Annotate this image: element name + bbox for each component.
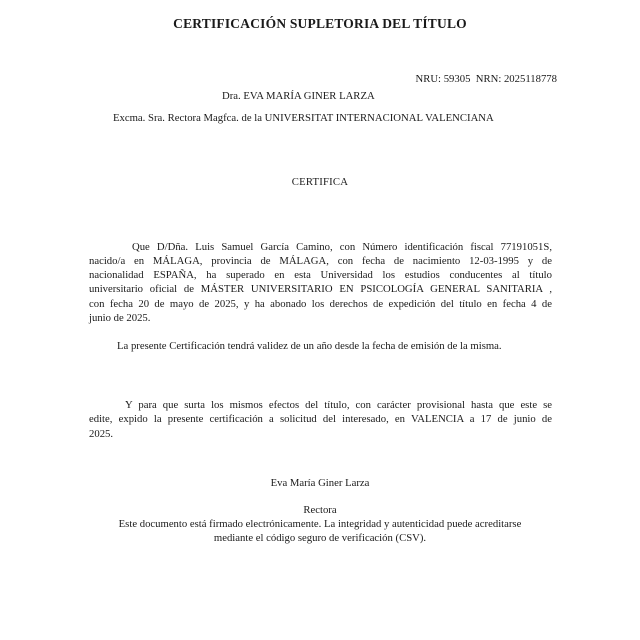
closing-paragraph: [89, 398, 552, 441]
issuer-name-line: Dra. EVA MARÍA GINER LARZA: [222, 90, 375, 103]
paragraph-line: con fecha 20 de mayo de 2025, y ha abonado los derechos de expedición del título en fecha 4 de: [89, 297, 552, 310]
paragraph-line: Que D/Dña. Luis Samuel García Camino, con Número identificación fiscal 77191051S,: [132, 240, 552, 253]
paragraph-line: nacionalidad ESPAÑA, ha superado en esta Universidad los estudios conducentes al título: [89, 269, 552, 282]
paragraph-line: Y para que surta los mismos efectos del título, con carácter provisional hasta que este se: [125, 399, 552, 412]
signature-role: Rectora: [303, 504, 337, 517]
certification-body-paragraph: [89, 240, 552, 325]
electronic-signature-note: [0, 517, 640, 545]
document-title: CERTIFICACIÓN SUPLETORIA DEL TÍTULO: [173, 16, 467, 31]
note-line: Este documento está firmado electrónicamente. La integridad y autenticidad puede acreditarse: [118, 518, 522, 531]
paragraph-line: edite, expido la presente certificación a solicitud del interesado, en VALENCIA a 17 de junio de: [89, 413, 552, 426]
validity-paragraph: La presente Certificación tendrá validez de un año desde la fecha de emisión de la misma.: [117, 340, 502, 353]
signature-name: Eva María Giner Larza: [270, 476, 370, 489]
paragraph-line: junio de 2025.: [89, 311, 151, 324]
issuer-title-line: Excma. Sra. Rectora Magfca. de la UNIVERSITAT INTERNACIONAL VALENCIANA: [113, 112, 494, 125]
paragraph-line: 2025.: [89, 427, 114, 440]
certifies-heading: CERTIFICA: [291, 175, 349, 188]
paragraph-line: universitario oficial de MÁSTER UNIVERSITARIO EN PSICOLOGÍA GENERAL SANITARIA ,: [89, 283, 552, 296]
paragraph-line: nacido/a en MÁLAGA, provincia de MÁLAGA, con fecha de nacimiento 12-03-1995 y de: [89, 255, 552, 268]
note-line: mediante el código seguro de verificación (CSV).: [213, 532, 427, 545]
reference-numbers-line: NRU: 59305 NRN: 2025118778: [415, 73, 557, 85]
